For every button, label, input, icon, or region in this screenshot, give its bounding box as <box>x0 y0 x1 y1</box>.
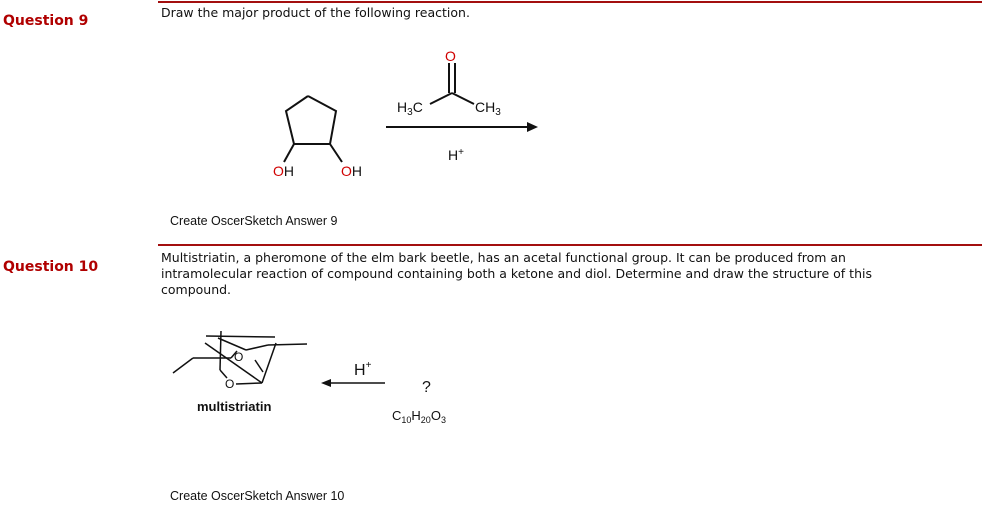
multistriatin-label: multistriatin <box>197 399 272 414</box>
ring-oxygen-top: O <box>234 350 244 364</box>
ring-oxygen-bottom: O <box>225 377 235 391</box>
question-10-prompt: Multistriatin, a pheromone of the elm bark beetle, has an acetal functional group. It can be produced from an intramolecular reaction of compound containing both a ketone and diol. Determine and draw the structure of this compound. <box>161 250 872 297</box>
molecular-formula: $C_{10}H_{20}O_3$ <box>392 408 446 425</box>
diol-oh-left: OH <box>273 163 295 179</box>
catalyst-q10: H+ <box>354 360 372 379</box>
acetone-ch3: $CH_3$ <box>475 99 501 118</box>
reaction-arrow-q10 <box>321 379 385 387</box>
acetone-oxygen: O <box>445 48 456 64</box>
question-9-label: Question 9 <box>3 13 89 29</box>
diol-oh-right: OH <box>341 163 363 179</box>
reaction-arrow-q9 <box>386 122 538 132</box>
create-answer-10-link[interactable]: Create OscerSketch Answer 10 <box>170 489 345 503</box>
question-10-label: Question 10 <box>3 259 99 275</box>
catalyst-q9: H+ <box>448 147 464 163</box>
acetone <box>430 63 474 104</box>
unknown-compound: ? <box>422 379 431 396</box>
acetone-h3c: $H_3C$ <box>397 99 423 118</box>
question-9-prompt: Draw the major product of the following reaction. <box>161 5 470 20</box>
create-answer-9-link[interactable]: Create OscerSketch Answer 9 <box>170 214 338 228</box>
question-10-divider <box>158 244 982 246</box>
cyclopentane-diol <box>284 96 342 162</box>
